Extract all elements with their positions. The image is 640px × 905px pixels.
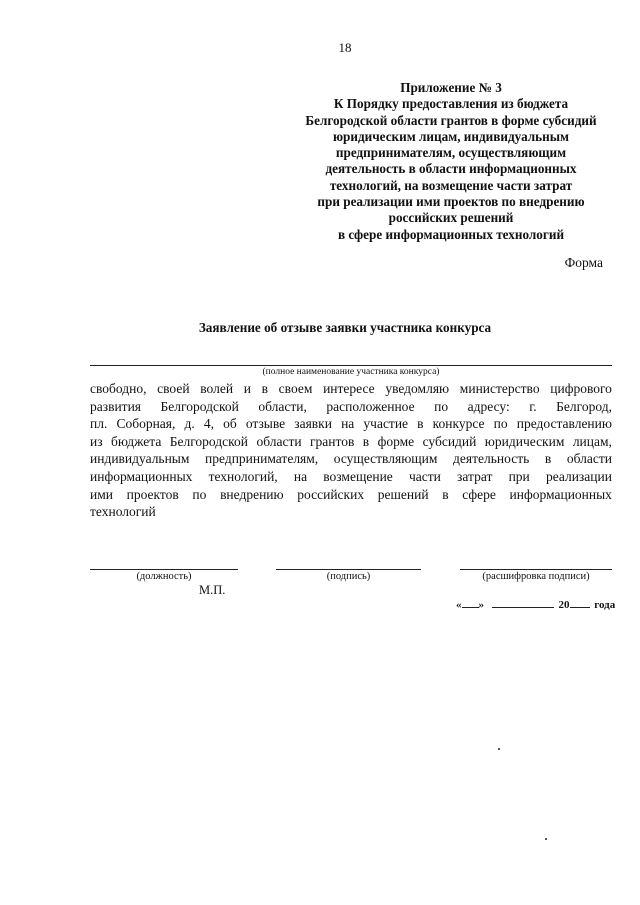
body-word: бюджета [110,433,162,449]
participant-name-line [90,365,612,366]
body-word: Белгород, [556,398,612,414]
date-row [456,598,615,611]
body-word: в [442,486,449,502]
body-word: области [256,433,302,449]
body-word: в [544,451,552,467]
date-year-word: года [594,599,616,611]
body-word: своем [278,381,313,396]
body-word: информационных [509,486,612,502]
body-word: заявки [294,416,332,432]
body-word: лицам, [572,433,612,449]
appendix-line: предпринимателям, осуществляющим [335,145,567,161]
body-word: внедрению [220,486,284,502]
signature-line [276,569,421,570]
body-line [90,433,612,451]
body-word: сфере [462,486,496,502]
body-word: д. [184,416,195,432]
scan-speck [498,748,500,750]
body-word: конкурсе [432,416,485,432]
body-word: Белгородской [160,398,239,414]
body-word: ими [90,486,113,502]
body-line [90,450,612,468]
body-line: технологий [90,504,156,520]
stamp-place: М.П. [199,583,226,597]
appendix-line: деятельность в области информационных [325,161,577,177]
body-line [90,468,612,486]
participant-name-caption: (полное наименование участника конкурса) [262,367,440,377]
body-word: грантов [310,433,355,449]
appendix-line: К Порядку предоставления из бюджета [333,96,569,112]
body-line [90,486,612,504]
body-word: возмещение [323,468,393,484]
body-word: предпринимателям, [205,451,319,467]
body-word: участие [363,416,409,432]
body-word: предоставлению [516,416,612,432]
body-line [90,415,612,433]
body-word: 4, [203,416,214,432]
body-word: юридическим [484,433,565,449]
month-blank [492,598,554,608]
body-word: области, [258,398,307,414]
statement-body [90,380,612,521]
body-word: технологий, [208,468,278,484]
page-number: 18 [338,40,352,55]
position-caption: (должность) [136,571,192,582]
body-word: индивидуальным [90,451,190,467]
body-word: интересе [323,381,375,396]
body-line [90,380,612,398]
body-word: уведомляю [385,381,450,396]
body-word: отзыве [245,416,286,432]
body-word: развития [90,398,142,414]
body-word: в [362,433,370,449]
position-line [90,569,238,570]
appendix-line: в сфере информационных технологий [337,226,565,242]
body-word: на [341,416,355,432]
appendix-line: технологий, на возмещение части затрат [329,177,573,193]
form-label: Форма [564,255,603,270]
body-word: г. [529,398,537,414]
body-word: пл. [90,416,108,432]
date-century: 20 [558,599,570,611]
body-word: цифрового [550,381,612,396]
body-word: об [223,416,237,432]
body-word: по [192,486,207,502]
body-word: и [243,381,251,396]
body-word: министерство [459,381,540,396]
body-word: информационных [90,468,193,484]
body-line [90,398,612,416]
body-word: Белгородской [169,433,249,449]
body-word: части [408,468,441,484]
body-word: форме [377,433,415,449]
date-open-quote: « [456,599,462,611]
body-word: деятельность [453,451,530,467]
body-word: волей [200,381,234,396]
date-close-quote: » [478,599,484,611]
day-blank [462,598,479,608]
appendix-line: при реализации ими проектов по внедрению [317,194,585,210]
signature-caption: (подпись) [326,571,371,582]
body-word: Соборная, [116,416,176,432]
body-word: на [293,468,308,484]
body-word: затрат [457,468,493,484]
body-word: в [261,381,268,396]
body-word: решений [377,486,429,502]
year-blank [570,598,590,608]
decoding-line [460,569,612,570]
scan-speck [545,838,547,840]
body-word: из [90,433,103,449]
body-word: в [417,416,424,432]
appendix-line: Приложение № 3 [400,80,502,95]
body-word: расположенное [326,398,415,414]
body-word: адресу: [467,398,510,414]
document-title: Заявление об отзыве заявки участника конкурса [198,320,492,335]
appendix-line: Белгородской области грантов в форме субсидий [305,112,597,128]
body-word: субсидий [422,433,477,449]
body-word: по [493,416,508,432]
body-word: проектов [126,486,179,502]
body-word: осуществляющим [333,451,438,467]
body-word: реализации [545,468,612,484]
body-word: свободно, [90,381,147,396]
decoding-caption: (расшифровка подписи) [482,571,590,582]
appendix-header [290,80,612,243]
appendix-line: российских решений [388,210,514,226]
body-word: области [566,451,612,467]
appendix-line: юридическим лицам, индивидуальным [332,128,570,144]
body-word: при [508,468,530,484]
body-word: российских [297,486,365,502]
body-word: своей [157,381,190,396]
body-word: по [434,398,449,414]
